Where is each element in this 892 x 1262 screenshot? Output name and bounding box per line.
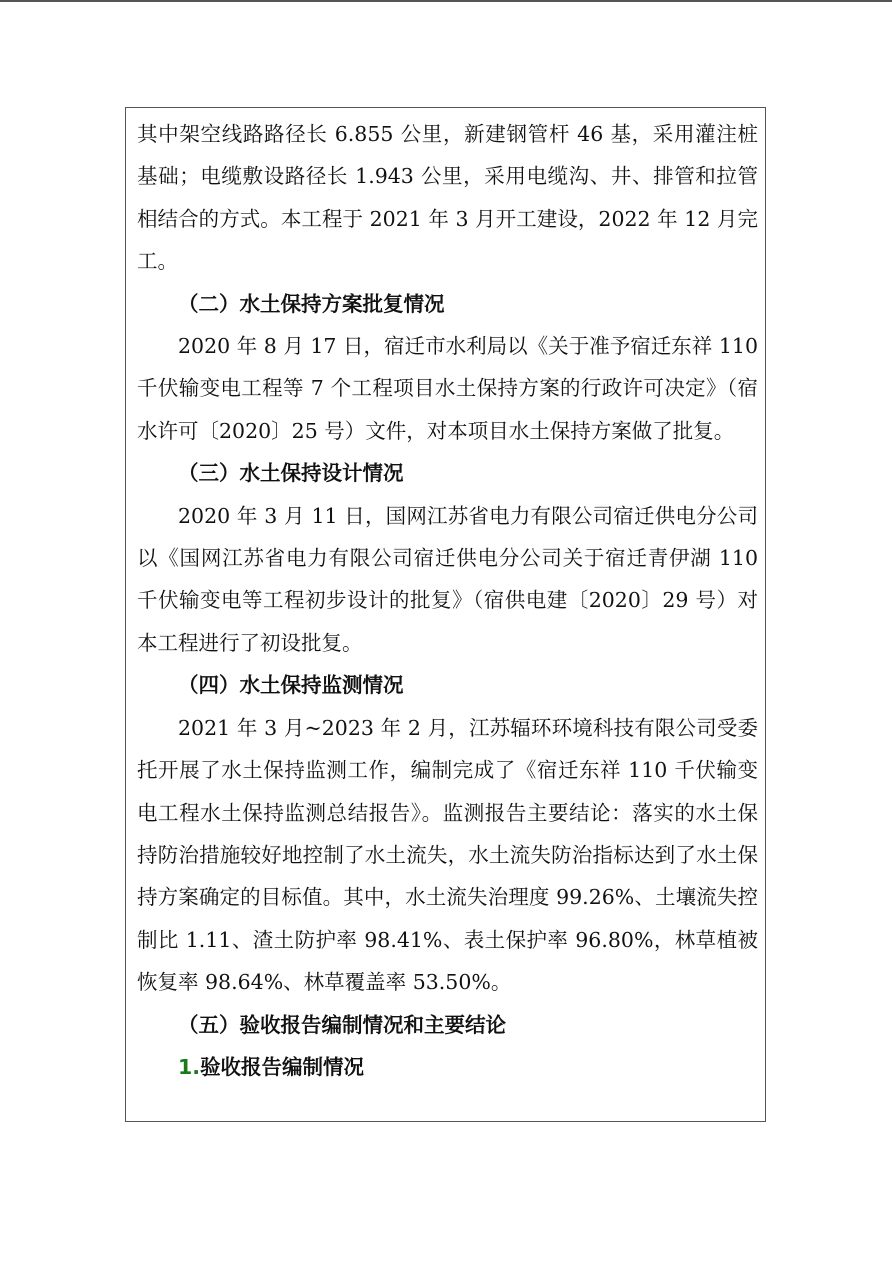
heading-design: （三）水土保持设计情况 — [178, 461, 404, 486]
subheading-number: 1. — [178, 1054, 201, 1079]
document-body — [137, 113, 758, 1088]
paragraph-plan-approval: 2020 年 8 月 17 日，宿迁市水利局以《关于准予宿迁东祥 110 千伏输变电工程等 7 个工程项目水土保持方案的行政许可决定》（宿水许可〔2020〕25 号）文件，对本项目水土保持方案做了批复。 — [137, 334, 758, 443]
document-frame — [125, 107, 766, 1122]
page-top-rule — [0, 0, 892, 2]
subheading-text: 验收报告编制情况 — [200, 1054, 365, 1079]
heading-acceptance-report: （五）验收报告编制情况和主要结论 — [178, 1012, 506, 1037]
paragraph-monitoring: 2021 年 3 月~2023 年 2 月，江苏辐环环境科技有限公司受委托开展了水土保持监测工作，编制完成了《宿迁东祥 110 千伏输变电工程水土保持监测总结报告》。监测报告主要结论：落实的水土保持防治措施较好地控制了水土流失，水土流失防治指标达到了水土保持方案确定的目标值。其中，水土流失治理度 99.26%、土壤流失控制比 1.11、渣土防护率 98.41%、表土保护率 96.80%，林草植被恢复率 98.64%、林草覆盖率 53.50%。 — [137, 715, 758, 995]
subheading-report-compilation — [137, 1046, 758, 1088]
heading-plan-approval: （二）水土保持方案批复情况 — [178, 291, 445, 316]
heading-monitoring: （四）水土保持监测情况 — [178, 673, 404, 698]
paragraph-design: 2020 年 3 月 11 日，国网江苏省电力有限公司宿迁供电分公司以《国网江苏省电力有限公司宿迁供电分公司关于宿迁青伊湖 110 千伏输变电等工程初步设计的批复》（宿供电建〔2020〕29 号）对本工程进行了初设批复。 — [137, 503, 758, 655]
paragraph-project-overview: 其中架空线路路径长 6.855 公里，新建钢管杆 46 基，采用灌注桩基础；电缆敷设路径长 1.943 公里，采用电缆沟、井、排管和拉管相结合的方式。本工程于 2021 年 3 月开工建设，2022 年 12 月完工。 — [137, 122, 758, 274]
